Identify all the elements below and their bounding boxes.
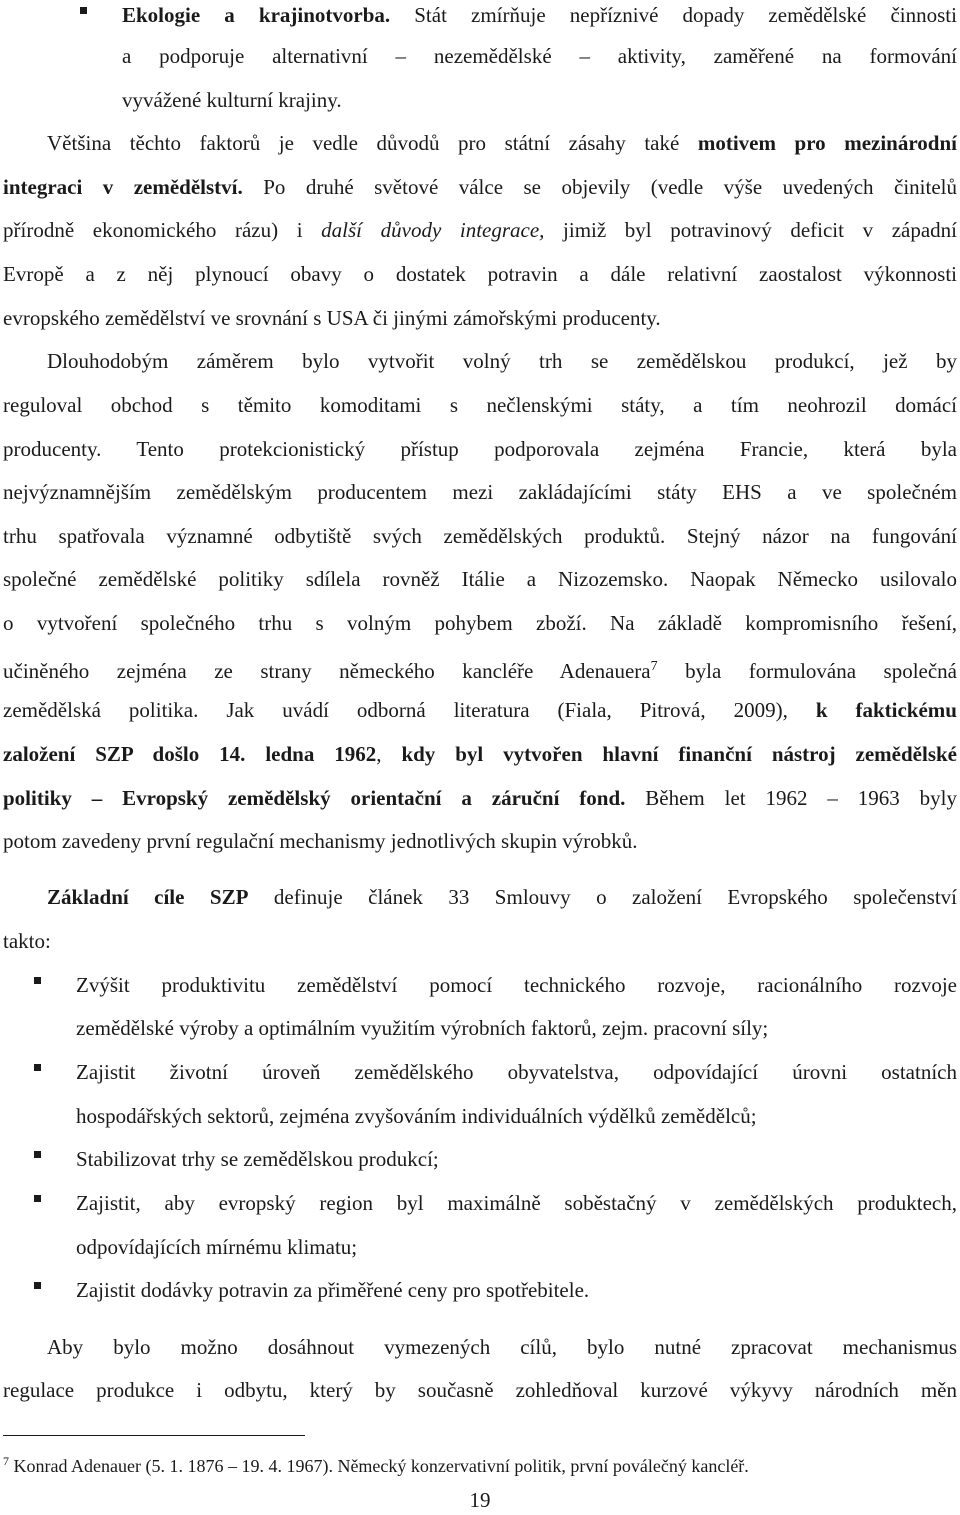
text: Aby bylo možno dosáhnout vymezených cílů, bylo nutné zpracovat mechanismus: [47, 1335, 957, 1359]
list-item: [76, 1188, 957, 1218]
footnote-ref: 7: [650, 659, 658, 674]
bold-text: k faktickému: [815, 698, 957, 722]
paragraph-line: [3, 172, 957, 202]
list-item: [76, 1101, 957, 1131]
text: učiněného zejména ze strany německého kancléře Adenauera: [3, 659, 651, 683]
paragraph-line: [3, 215, 957, 245]
paragraph-line: [3, 303, 957, 333]
text: nejvýznamnějším zemědělským producentem mezi zakládajícími státy EHS a ve společném: [3, 480, 957, 504]
footnote-number: 7: [3, 1454, 9, 1468]
list-item: [76, 1057, 957, 1087]
paragraph-line: [3, 652, 957, 682]
footnote-rule: [3, 1435, 305, 1436]
text: ,: [376, 742, 402, 766]
bold-text: integraci v zemědělství.: [3, 175, 243, 199]
paragraph-line: [3, 259, 957, 289]
footnote: [3, 1449, 749, 1476]
list-item: [76, 970, 957, 1000]
text: o vytvoření společného trhu s volným pohybem zboží. Na základě kompromisního řešení,: [3, 611, 957, 635]
text: vyvážené kulturní krajiny.: [122, 88, 342, 112]
text: a podporuje alternativní – nezemědělské – aktivity, zaměřené na formování: [122, 44, 957, 68]
paragraph-line: [47, 882, 957, 912]
text: Dlouhodobým záměrem bylo vytvořit volný trh se zemědělskou produkcí, jež by: [47, 349, 957, 373]
paragraph-line: [3, 739, 957, 769]
bullet-line: [122, 85, 957, 115]
text: hospodářských sektorů, zejména zvyšováním individuálních výdělků zemědělců;: [76, 1104, 757, 1128]
list-item: [76, 1232, 957, 1262]
text: jimiž byl potravinový deficit v západní: [544, 218, 957, 242]
bullet-line: [122, 41, 957, 71]
footnote-text: Konrad Adenauer (5. 1. 1876 – 19. 4. 1967). Německý konzervativní politik, první poválečný kancléř.: [9, 1456, 749, 1476]
text: zemědělská politika. Jak uvádí odborná literatura (Fiala, Pitrová, 2009),: [3, 698, 816, 722]
paragraph-line: [3, 926, 957, 956]
paragraph-line: [3, 608, 957, 638]
bullet-marker: [34, 977, 41, 984]
text: Zajistit, aby evropský region byl maximálně soběstačný v zemědělských produktech,: [76, 1191, 957, 1215]
bold-text: kdy byl vytvořen hlavní finanční nástroj zemědělské: [401, 742, 957, 766]
list-item: [76, 1013, 957, 1043]
text: byla formulována společná: [657, 659, 957, 683]
bold-text: založení SZP došlo 14. ledna 1962: [3, 742, 377, 766]
text: Během let 1962 – 1963 byly: [625, 786, 958, 810]
text: Stát zmírňuje nepříznivé dopady zemědělské činnosti: [390, 3, 957, 27]
paragraph-line: [3, 434, 957, 464]
text: Zajistit dodávky potravin za přiměřené ceny pro spotřebitele.: [76, 1278, 590, 1302]
text: trhu spatřovala významné odbytiště svých zemědělských produktů. Stejný názor na fungování: [3, 524, 957, 548]
text: Zvýšit produktivitu zemědělství pomocí technického rozvoje, racionálního rozvoje: [76, 973, 957, 997]
paragraph-line: [47, 1332, 957, 1362]
paragraph-line: [3, 521, 957, 551]
text: zemědělské výroby a optimálním využitím výrobních faktorů, zejm. pracovní síly;: [76, 1016, 769, 1040]
list-item: [76, 1144, 957, 1174]
text: producenty. Tento protekcionistický přístup podporovala zejména Francie, která byla: [3, 437, 957, 461]
italic-text: další důvody integrace,: [321, 218, 545, 242]
text: Stabilizovat trhy se zemědělskou produkcí;: [76, 1147, 439, 1171]
text: reguloval obchod s těmito komoditami s nečlenskými státy, a tím neohrozil domácí: [3, 393, 957, 417]
paragraph-line: [3, 695, 957, 725]
bullet-marker: [80, 7, 87, 14]
paragraph-line: [3, 783, 957, 813]
bullet-marker: [34, 1064, 41, 1071]
text: společné zemědělské politiky sdílela rovněž Itálie a Nizozemsko. Naopak Německo usilovalo: [3, 567, 957, 591]
bullet-marker: [34, 1151, 41, 1158]
paragraph-line: [47, 346, 957, 376]
text: odpovídajících mírnému klimatu;: [76, 1235, 358, 1259]
bold-text: Základní cíle SZP: [47, 885, 249, 909]
bullet-marker: [34, 1282, 41, 1289]
text: takto:: [3, 929, 51, 953]
bullet-marker: [34, 1195, 41, 1202]
text: Evropě a z něj plynoucí obavy o dostatek potravin a dále relativní zaostalost výkonnosti: [3, 262, 957, 286]
paragraph-line: [3, 826, 957, 856]
paragraph-line: [47, 128, 957, 158]
text: přírodně ekonomického rázu) i: [3, 218, 322, 242]
bullet-line: [122, 0, 957, 30]
text: Většina těchto faktorů je vedle důvodů pro státní zásahy také: [47, 131, 698, 155]
text: evropského zemědělství ve srovnání s USA či jinými zámořskými producenty.: [3, 306, 661, 330]
text: definuje článek 33 Smlouvy o založení Evropského společenství: [248, 885, 958, 909]
text: Po druhé světové válce se objevily (vedle výše uvedených činitelů: [242, 175, 957, 199]
text: potom zavedeny první regulační mechanismy jednotlivých skupin výrobků.: [3, 829, 638, 853]
paragraph-line: [3, 477, 957, 507]
bullet-heading: Ekologie a krajinotvorba.: [122, 3, 391, 27]
text: Zajistit životní úroveň zemědělského obyvatelstva, odpovídající úrovni ostatních: [76, 1060, 957, 1084]
bold-text: motivem pro mezinárodní: [697, 131, 957, 155]
bold-text: politiky – Evropský zemědělský orientační a záruční fond.: [3, 786, 626, 810]
list-item: [76, 1275, 957, 1305]
paragraph-line: [3, 1375, 957, 1405]
text: regulace produkce i odbytu, který by současně zohledňoval kurzové výkyvy národních měn: [3, 1378, 957, 1402]
page-number: 19: [469, 1488, 491, 1512]
paragraph-line: [3, 564, 957, 594]
paragraph-line: [3, 390, 957, 420]
